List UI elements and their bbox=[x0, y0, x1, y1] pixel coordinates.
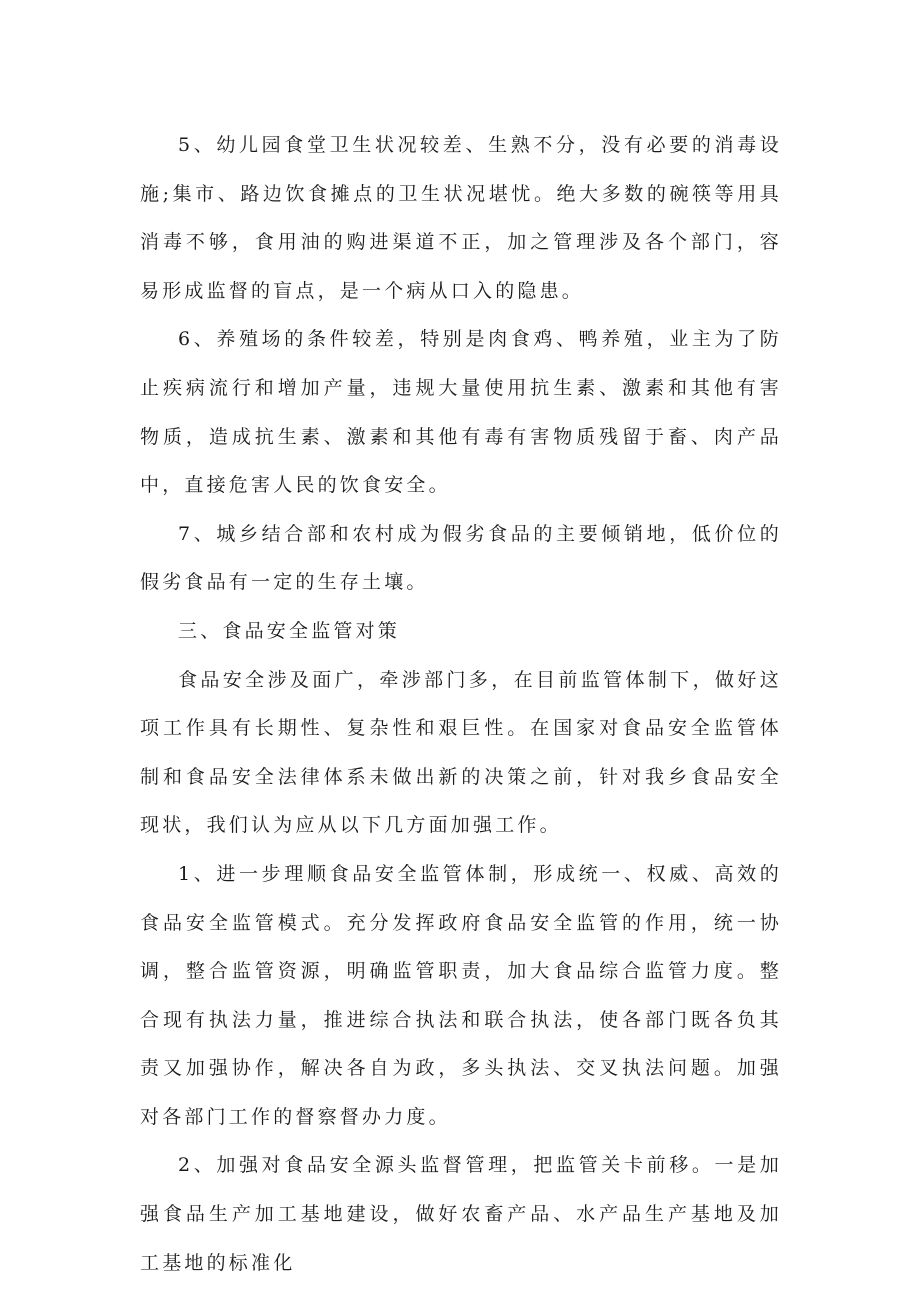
paragraph-item-6: 6、养殖场的条件较差，特别是肉食鸡、鸭养殖，业主为了防止疾病流行和增加产量，违规大量使用抗生素、激素和其他有害物质，造成抗生素、激素和其他有毒有害物质残留于畜、肉产品中，直接危害人民的饮食安全。 bbox=[140, 328, 782, 497]
paragraph-item-7: 7、城乡结合部和农村成为假劣食品的主要倾销地，低价位的假劣食品有一定的生存土壤。 bbox=[140, 522, 782, 594]
section-heading: 三、食品安全监管对策 bbox=[178, 619, 401, 642]
document-body bbox=[140, 121, 782, 1287]
paragraph-measure-1: 1、进一步理顺食品安全监管体制，形成统一、权威、高效的食品安全监管模式。充分发挥政府食品安全监管的作用，统一协调，整合监管资源，明确监管职责，加大食品综合监管力度。整合现有执法力量，推进综合执法和联合执法，使各部门既各负其责又加强协作，解决各自为政，多头执法、交叉执法问题。加强对各部门工作的督察督办力度。 bbox=[140, 862, 782, 1128]
paragraph-intro: 食品安全涉及面广，牵涉部门多，在目前监管体制下，做好这项工作具有长期性、复杂性和艰巨性。在国家对食品安全监管体制和食品安全法律体系未做出新的决策之前，针对我乡食品安全现状，我们认为应从以下几方面加强工作。 bbox=[140, 668, 782, 837]
paragraph-measure-2: 2、加强对食品安全源头监督管理，把监管关卡前移。一是加强食品生产加工基地建设，做好农畜产品、水产品生产基地及加工基地的标准化 bbox=[140, 1154, 782, 1274]
paragraph-item-5: 5、幼儿园食堂卫生状况较差、生熟不分，没有必要的消毒设施;集市、路边饮食摊点的卫生状况堪忧。绝大多数的碗筷等用具消毒不够，食用油的购进渠道不正，加之管理涉及各个部门，容易形成监督的盲点，是一个病从口入的隐患。 bbox=[140, 134, 782, 302]
